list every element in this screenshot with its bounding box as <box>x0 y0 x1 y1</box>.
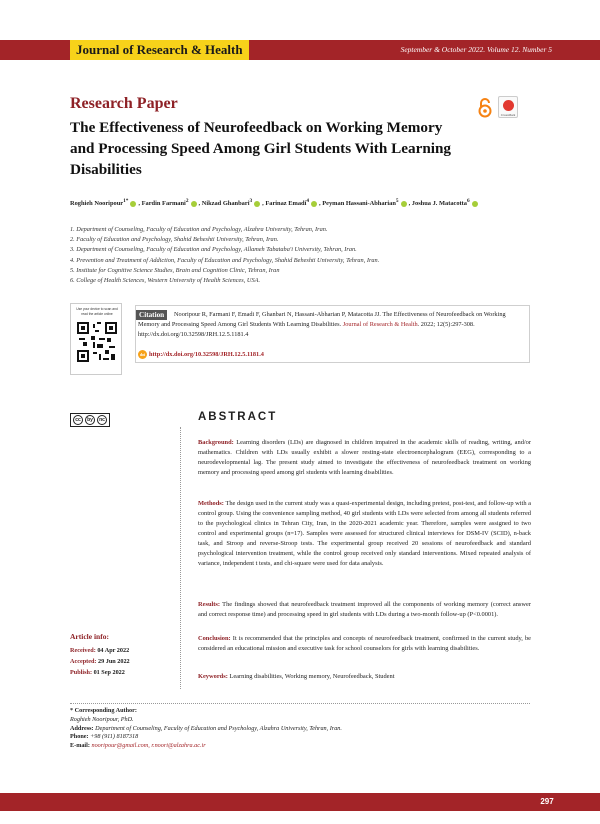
orcid-icon[interactable] <box>311 201 317 207</box>
affiliation: 6. College of Health Sciences, Western University of Health Sciences, USA. <box>70 277 261 285</box>
qr-box <box>70 303 122 375</box>
author-name: Joshua J. Matacotta <box>411 200 468 208</box>
crossmark-icon[interactable]: CrossMark <box>498 96 518 118</box>
abstract <box>180 427 530 689</box>
accepted-date: Accepted: 29 Jun 2022 <box>70 658 130 665</box>
orcid-icon[interactable] <box>472 201 478 207</box>
affiliation: 2. Faculty of Education and Psychology, Shahid Beheshti University, Tehran, Iran. <box>70 236 279 244</box>
author-list: Roghieh Nooripour$^{1*}$ , Fardin Farmani$^2$ , Nikzad Ghanbari$^3$ , Farinaz Emadi$^4$ , Peyman Hassani-Abharian$^5$ , Joshua J. Matacotta$^6$ <box>70 198 530 207</box>
doi-icon: doi <box>139 352 146 357</box>
author-name: Roghieh Nooripour <box>70 200 124 208</box>
citation-box <box>135 305 530 363</box>
open-access-icon[interactable] <box>478 98 492 118</box>
qr-code-icon[interactable] <box>77 322 117 362</box>
footer-divider <box>70 703 530 704</box>
affiliation: 1. Department of Counseling, Faculty of Education and Psychology, Alzahra University, Tehran, Iran. <box>70 226 328 233</box>
abstract-methods: Methods: The design used in the current study was a quasi-experimental design, including pretest, post-test, and follow-up with a control group. Using the convenience sampling method, 40 girl students with LDs were selected from among all students referred to the psychological clinics in Tehran City, Iran, in the 2020-2021 academic year. Therefore, samples were assigned to two control and experimental groups (n=17). Samples were assessed for structured clinical interviews for DSM-IV (SCID), n-back task, and Stroop and reverse-Stroop tests. The experimental group received 20 sessions of neurofeedback and standard psychological intervention treatment, while the control group received only standard interventions. Mixed repeated analysis of variance, independent t tests, and chi-square were used for data analysis. <box>198 500 531 567</box>
citation-text: Nooripour R, Farmani F, Emadi F, Ghanbari N, Hassani-Abharian P, Matacotta JJ. The Effectiveness of Neurofeedback on Working Memory and Processing Speed Among Girl Students With Learning Disabilities. Journal of Research & Health. 2022; 12(5):297-308. http://dx.doi.org/10.32598/JRH.12.5.1181.4 <box>138 311 506 338</box>
author-name: Nikzad Ghanbari <box>201 200 250 208</box>
publish-date: Publish: 01 Sep 2022 <box>70 669 125 676</box>
corresponding-author <box>70 707 530 751</box>
nc-icon: nc <box>97 415 107 425</box>
orcid-icon[interactable] <box>191 201 197 207</box>
qr-caption: Use your device to scan and read the article online <box>76 307 118 316</box>
email-link[interactable]: nooripour@gmail.com, r.noori@alzahra.ac.ir <box>89 742 206 750</box>
abstract-conclusion: Conclusion: It is recommended that the principles and concepts of neurofeedback treatment, confirmed in the current study, be considered an educational mission and executive task for school counselors for girls with learning disabilities. <box>198 635 531 652</box>
journal-name: Journal of Research & Health <box>70 40 249 60</box>
article-info <box>70 632 180 678</box>
corr-address: Address: Department of Counseling, Faculty of Education and Psychology, Alzahra University, Tehran, Iran. <box>70 724 342 732</box>
affiliations <box>70 225 530 286</box>
received-date: Received: 04 Apr 2022 <box>70 647 130 654</box>
orcid-icon[interactable] <box>130 201 136 207</box>
corr-phone: Phone: +98 (911) 8187318 <box>70 733 139 741</box>
footer-bar <box>0 793 600 811</box>
author-name: Fardin Farmani <box>141 200 186 208</box>
affiliation: 5. Institute for Cognitive Science Studies, Brain and Cognition Clinic, Tehran, Iran <box>70 266 280 274</box>
orcid-icon[interactable] <box>401 201 407 207</box>
corr-email: E-mail: nooripour@gmail.com, r.noori@alzahra.ac.ir <box>70 742 206 750</box>
badge-icons <box>478 96 520 122</box>
author-name: Peyman Hassani-Abharian <box>322 200 396 208</box>
by-icon: by <box>85 415 95 425</box>
abstract-title: ABSTRACT <box>198 411 278 423</box>
article-info-title: Article info: <box>70 632 109 641</box>
page-number: 297 <box>540 797 554 806</box>
cc-license-icon[interactable] <box>70 413 110 427</box>
citation-label: Citation <box>136 310 167 320</box>
journal-link[interactable]: Journal of Research & Health <box>342 320 418 328</box>
affiliation: 3. Department of Counseling, Faculty of Education and Psychology, Allameh Tabataba'i University, Tehran, Iran. <box>70 246 357 254</box>
doi-link[interactable]: doi http://dx.doi.org/10.32598/JRH.12.5.1181.4 <box>139 350 264 358</box>
abstract-background: Background: Learning disorders (LDs) are diagnosed in children impaired in the academic skills of reading, writing, and/or mathematics. Children with LDs usually exhibit a slower resting-state electroencephalogram (EEG), corresponding to a neurodevelopmental lag. The present study aimed to investigate the effectiveness of neurofeedback treatment on working memory and processing speed among girl students with learning disabilities. <box>198 439 531 476</box>
cc-icon: cc <box>73 415 83 425</box>
author-name: Farinaz Emadi <box>265 200 307 208</box>
affiliation: 4. Prevention and Treatment of Addiction, Faculty of Education and Psychology, Shahid Beheshti University, Tehran, Iran. <box>70 256 380 264</box>
paper-type: Research Paper <box>70 95 178 112</box>
paper-title: The Effectiveness of Neurofeedback on Working Memory and Processing Speed Among Girl Students With Learning Disabilities <box>70 119 452 178</box>
corr-title: * Corresponding Author: <box>70 707 137 714</box>
issue-info: September & October 2022. Volume 12. Number 5 <box>400 45 552 54</box>
abstract-results: Results: The findings showed that neurofeedback treatment improved all the components of working memory (correct answer and correct response time) and processing speed in girl students with LDs during a two-month follow-up (P<0.0001). <box>198 601 531 618</box>
corr-name: Roghieh Nooripour, PhD. <box>70 715 134 723</box>
orcid-icon[interactable] <box>254 201 260 207</box>
abstract-keywords: Keywords: Learning disabilities, Working memory, Neurofeedback, Student <box>198 673 395 680</box>
